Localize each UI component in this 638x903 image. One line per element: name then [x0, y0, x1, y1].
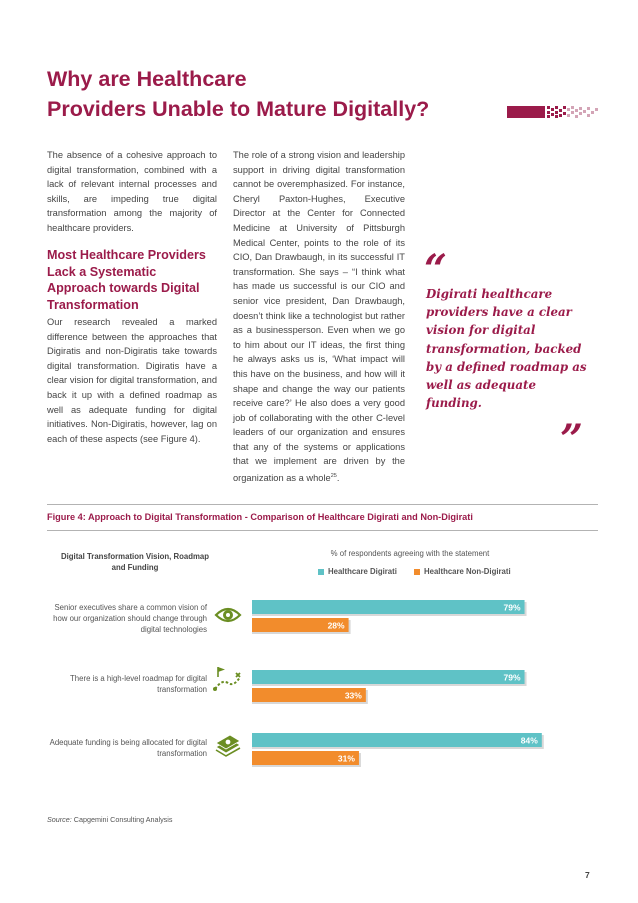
chart-title: Digital Transformation Vision, Roadmap and Funding: [60, 552, 210, 572]
quote-open-mark: “: [424, 246, 448, 293]
page-title-line1: Why are Healthcare: [47, 67, 247, 91]
bar-label-non-digirati-2: 31%: [337, 753, 355, 764]
source-prefix: Source:: [47, 815, 72, 824]
money-stack-icon: [214, 733, 242, 757]
research-paragraph: Our research revealed a marked difference between the approaches that Digiratis and non-Digiratis take towards digital transformation. Digiratis have a clear vision for digital transformation, and back it up with a defined roadmap as well as adequate funding for digital initiatives. Non-Digiratis, however, lag on each of these aspects (see Figure 4).: [47, 317, 217, 444]
bar-digirati-0: [252, 600, 525, 614]
chart-axis-note: % of respondents agreeing with the statement: [330, 549, 490, 558]
bar-label-digirati-2: 84%: [520, 735, 538, 746]
pull-quote: Digirati healthcare providers have a clear vision for digital transformation, backed by a defined roadmap as well as adequate funding.: [426, 287, 587, 411]
footnote-ref: 25: [330, 473, 337, 480]
bar-label-non-digirati-1: 33%: [344, 690, 362, 701]
bar-label-digirati-1: 79%: [503, 672, 521, 683]
figure-bottom-rule: [47, 530, 598, 531]
bar-label-non-digirati-0: 28%: [327, 620, 345, 631]
bar-label-digirati-0: 79%: [503, 602, 521, 613]
legend-swatch-non-digirati: [414, 569, 420, 575]
category-label-roadmap: There is a high-level roadmap for digital transformation: [70, 674, 207, 694]
legend-label-non-digirati: Healthcare Non-Digirati: [424, 567, 511, 576]
leadership-paragraph: [233, 148, 405, 486]
page-title-line2: Providers Unable to Mature Digitally?: [47, 97, 430, 121]
figure-top-rule: [47, 504, 598, 505]
eye-icon: [214, 604, 242, 626]
quote-close-mark: ”: [560, 416, 584, 463]
legend-item-non-digirati: [414, 567, 511, 576]
comparison-bar-chart: [252, 590, 582, 780]
figure-title: Figure 4: Approach to Digital Transformation - Comparison of Healthcare Digirati and Non-Digirati: [47, 512, 473, 522]
map-flag-icon: [212, 665, 242, 693]
page-number: 7: [585, 870, 590, 880]
decorative-pixel-bar: [507, 106, 599, 118]
category-label-funding: Adequate funding is being allocated for digital transformation: [49, 738, 207, 758]
category-label-vision: Senior executives share a common vision of how our organization should change through digital technologies: [53, 603, 207, 634]
intro-paragraph: The absence of a cohesive approach to digital transformation, combined with a lack of relevant internal processes and skills, are impeding true digital transformation among the majority of healthcare providers.: [47, 150, 217, 233]
bar-digirati-2: [252, 733, 542, 747]
leadership-paragraph-text: The role of a strong vision and leadership support in driving digital transformation cannot be overemphasized. For instance, Cheryl Paxton-Hughes, Executive Director at the Center for Connected Medicine at University of Pittsburgh Medical Center, points to the role of its CIO, Dan Drawbaugh, in its successful IT transformation. She says – “I think what has made us successful is our CIO and senior vice president, Dan Drawbaugh, doesn’t think like a technologist but rather as a businessperson. Even when we go to him about our IT ideas, the first thing he always asks us is, ‘What impact will this have on the business, and how will it shape and change the way our patients receive care?’ He also does a very good job of collaborating with the other C-level leaders of our organization and ensures that any of the systems or applications that we implement are driven by the organization as a whole: [233, 150, 405, 484]
leadership-paragraph-end: .: [336, 473, 340, 484]
legend-swatch-digirati: [318, 569, 324, 575]
legend-item-digirati: [318, 567, 397, 576]
legend-label-digirati: Healthcare Digirati: [328, 567, 397, 576]
bar-digirati-1: [252, 670, 525, 684]
section-subheading: Most Healthcare Providers Lack a Systematic Approach towards Digital Transformation: [47, 248, 206, 312]
source-text: Capgemini Consulting Analysis: [71, 815, 173, 824]
figure-source: [47, 815, 172, 824]
page-title: [47, 64, 487, 124]
